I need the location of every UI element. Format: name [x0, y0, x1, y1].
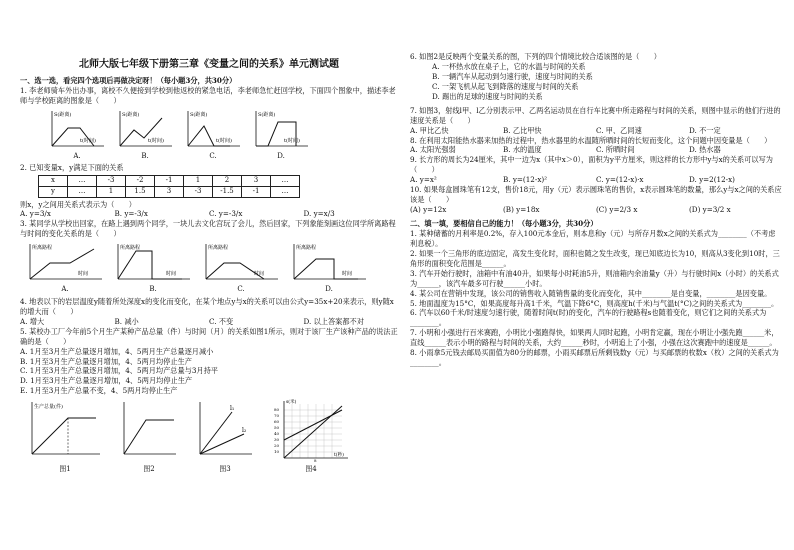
question-10: 10. 如果每盒圆珠笔有12支，售价18元，用y（元）表示圆珠笔的售价，x表示圆珠笔的数量，那么y与x之间的关系应该是（ ） [410, 185, 782, 205]
figure-3-caption: 图3 [219, 465, 231, 474]
question-6: 6. 如图2是反映两个变量关系的图，下列的四个情境比较合适该图的是（ ） [410, 52, 661, 61]
q1-option-b: B. [141, 151, 149, 160]
q10-option-d: (D) y=3/2 x [689, 205, 731, 215]
q1-option-c: C. [209, 151, 217, 160]
fig4-xtick-8: 8 [314, 458, 317, 463]
q1-d-xlabel: t(时间) [284, 137, 300, 144]
fig4-ytick-20: 20 [274, 443, 280, 449]
figure-1 [26, 398, 104, 475]
section-one-heading: 一、选一选，看完四个选项后再做决定呀！（每小题3分，共30分） [20, 75, 237, 85]
q2-row-x: x … -3 -2 -1 1 2 3 … [39, 176, 300, 187]
q4-option-a: A. 增大 [20, 316, 45, 326]
q4-options [20, 317, 398, 327]
q1-graphs [46, 108, 398, 162]
q2-option-b: B. y=-3/x [114, 209, 148, 219]
fill-question-2: 2. 如果一个三角形的底边固定，高发生变化时，面积也随之发生改变，现已知底边长为10，则高从3变化到10时，三角形的面积变化范围是______。 [410, 248, 780, 268]
left-column [20, 0, 398, 475]
fill-question-7: 7. 小明和小强进行百米赛跑，小明比小强跑得快，如果两人同时起跑，小明肯定赢，现在小明让小强先跑______米，直线______表示小明的路程与时间的关系，大约______秒时，小明追上了小强，小强在这次赛跑中的速度是______。 [410, 328, 779, 348]
figure-1-caption: 图1 [59, 465, 71, 474]
q1-d-ylabel: S(距离) [258, 111, 276, 118]
question-5: 5. 某校办工厂今年前5个月生产某种产品总量（件）与时间（月）的关系如图1所示，则对于该厂生产该种产品的说法正确的是（ ） [20, 326, 398, 346]
q3-option-d: D. [325, 285, 333, 294]
q3-d-xlabel: 时间 [342, 271, 353, 278]
page-title: 北师大版七年级下册第三章《变量之间的关系》单元测试题 [79, 59, 339, 70]
figure-4 [270, 398, 352, 475]
q6-option-a: A. 一杯热水放在桌子上，它的水温与时间的关系 [432, 61, 586, 71]
fig4-ytick-80: 80 [274, 407, 280, 413]
figure-2-caption: 图2 [143, 465, 155, 474]
q2-options [20, 209, 398, 219]
q3-graph-b [112, 241, 194, 295]
q10-options [410, 205, 782, 215]
fig4-ytick-40: 40 [274, 431, 280, 437]
fig4-ytick-30: 30 [274, 437, 280, 443]
q2-option-c: C. y=-3/x [209, 209, 243, 219]
q1-option-a: A. [73, 151, 81, 160]
q8-option-b: B. 水的温度 [503, 145, 542, 155]
section-two-heading: 二、填一填，要相信自己的能力！（每小题3分，共30分） [410, 219, 598, 228]
q7-option-c: C. 甲、乙同速 [596, 125, 642, 135]
q3-graph-a [24, 241, 106, 295]
q6-option-c: C. 一架飞机从起飞到降落的速度与时间的关系 [432, 81, 579, 91]
q7-option-d: D. 不一定 [689, 125, 721, 135]
q2-option-a: A. y=3/x [20, 209, 51, 219]
q3-option-a: A. [61, 285, 69, 294]
q1-graph-d [250, 108, 312, 162]
q4-option-b: B. 减小 [114, 316, 139, 326]
q10-option-c: (C) y=2/3 x [596, 205, 638, 215]
fig4-ytick-70: 70 [274, 413, 280, 419]
question-8: 8. 在利用太阳能热水器来加热的过程中，热水器里的水温随所晒时间的长短而变化，这个问题中因变量是（ ） [410, 135, 772, 145]
fig4-ytick-10: 10 [274, 449, 280, 455]
q7-option-b: B. 乙比甲快 [503, 125, 542, 135]
question-2: 2. 已知变量x，y满足下面的关系 [20, 163, 124, 173]
q3-a-ylabel: 所离路程 [32, 245, 53, 252]
fill-question-4: 4. 某公司在营销中发现，该公司的销售收入随销售量的变化而变化，其中________是自变量，________是因变量。 [410, 288, 772, 298]
q5-option-c: C. 1月至3月生产总量逐月增加，4、5两月均产总量与3月持平 [20, 366, 218, 376]
q3-c-xlabel: 时间 [254, 271, 265, 278]
fill-question-3: 3. 汽车开始行驶时，油箱中有油40升，如果每小时耗油5升，则油箱内余油量y（升）与行驶时间x（小时）的关系式为______，该汽车最多可行驶______小时。 [410, 268, 779, 288]
q1-c-ylabel: S(距离) [190, 111, 208, 118]
question-2-prompt: 则x，y之间用关系式表示为（ ） [20, 199, 136, 209]
q1-b-ylabel: S(距离) [122, 111, 140, 118]
q8-options [410, 145, 782, 155]
question-7: 7. 如图3，射线l甲、l乙分别表示甲、乙两名运动员在自行车比赛中所走路程与时间的关系，则图中显示的他们行进的速度关系是（ ） [410, 105, 781, 125]
q3-option-b: B. [149, 285, 157, 294]
fill-question-8: 8. 小雨拿5元钱去邮局买面值为80分的邮票，小雨买邮票后所剩钱数y（元）与买邮票的枚数x（枚）之间的关系式为________。 [410, 348, 779, 368]
fill-question-1: 1. 某种储蓄的月利率是0.2%，存入100元本金后，则本息和y（元）与所存月数x之间的关系式为________（不考虑利息税）。 [410, 228, 776, 248]
q5-option-d: D. 1月至3月生产总量逐月增加，4、5两月均停止生产 [20, 376, 193, 386]
q9-option-b: B. y=(12-x)² [503, 175, 548, 185]
q10-option-a: (A) y=12x [410, 205, 447, 215]
q7-options [410, 126, 782, 136]
q6-option-b: B. 一辆汽车从起动到匀速行驶，速度与时间的关系 [432, 71, 593, 81]
figure-3 [194, 398, 256, 475]
fill-question-6: 6. 汽车以60千米/时速度匀速行驶，随着时间t(时)的变化，汽车的行驶路程s也随着变化，则它们之间的关系式为________。 [410, 308, 767, 328]
figure-4-caption: 图4 [305, 465, 317, 474]
fig3-label-l1: l₁ [230, 405, 235, 413]
q8-option-d: D. 热水器 [689, 145, 721, 155]
fig4-xlabel: t(秒) [334, 453, 344, 459]
q1-option-d: D. [277, 151, 285, 160]
q3-graph-d [288, 241, 370, 295]
fig4-ytick-50: 50 [274, 425, 280, 431]
fig1-ylabel: 生产总量(件) [34, 404, 63, 411]
figure-row [26, 398, 398, 475]
q4-option-c: C. 不变 [209, 316, 234, 326]
figure-2 [118, 398, 180, 475]
q9-option-c: C. y=(12-x)·x [596, 175, 644, 185]
q1-c-xlabel: t(时间) [216, 137, 232, 144]
q9-options [410, 175, 782, 185]
q1-a-xlabel: t(时间) [80, 137, 96, 144]
q1-graph-a [46, 108, 108, 162]
q1-b-xlabel: t(时间) [148, 137, 164, 144]
q3-b-xlabel: 时间 [166, 271, 177, 278]
q2-table [38, 175, 300, 197]
q7-option-a: A. 甲比乙快 [410, 125, 449, 135]
q2-row-y: y … 1 1.5 3 -3 -1.5 -1 … [39, 186, 300, 197]
q1-a-ylabel: S(距离) [54, 111, 72, 118]
q5-option-a: A. 1月至3月生产总量逐月增加，4、5两月生产总量逐月减小 [20, 346, 214, 356]
q3-graphs [24, 241, 398, 295]
q3-c-ylabel: 所离路程 [208, 245, 229, 252]
question-9: 9. 长方形的周长为24厘米，其中一边为x（其中x＞0），面积为y平方厘米，则这样的长方形中y与x的关系可以写为（ ） [410, 155, 773, 175]
q5-option-b: B. 1月至3月生产总量逐月增加，4、5两月均停止生产 [20, 356, 192, 366]
fig3-label-l2: l₂ [242, 427, 247, 435]
q5-option-e: E. 1月至3月生产总量不变，4、5两月均停止生产 [20, 386, 178, 396]
q2-option-d: D. y=x/3 [303, 209, 335, 219]
q4-option-d: D. 以上答案都不对 [303, 316, 364, 326]
q8-option-c: C. 所晒时间 [596, 145, 635, 155]
q3-graph-c [200, 241, 282, 295]
q1-graph-c [182, 108, 244, 162]
q6-option-d: D. 踢出的足球的速度与时间的关系 [432, 91, 543, 101]
fig4-ylabel: s(米) [286, 400, 297, 406]
q3-d-ylabel: 所离路程 [296, 245, 317, 252]
q1-graph-b [114, 108, 176, 162]
q3-a-xlabel: 时间 [78, 271, 89, 278]
question-1: 1. 李老师骑车外出办事，离校不久便接到学校到他返校的紧急电话，李老师急忙赶回学校，下面四个图象中，描述李老师与学校距离的图象是（ ） [20, 85, 396, 105]
question-3: 3. 某同学从学校出回家，在路上遇到两个同学，一块儿去文化宫玩了会儿，然后回家，下列象能刻画这位同学所离路程与时间的变化关系的是（ ） [20, 219, 396, 239]
q8-option-a: A. 太阳光强弱 [410, 145, 456, 155]
q9-option-a: A. y=x² [410, 175, 437, 185]
fill-question-5: 5. 地面温度为15°C，如果高度每升高1千米，气温下降6°C，则高度h(千米)与气温t(°C)之间的关系式为________。 [410, 298, 779, 308]
q9-option-d: D. y=2(12-x) [689, 175, 735, 185]
fig4-ytick-60: 60 [274, 419, 280, 425]
q10-option-b: (B) y=18x [503, 205, 540, 215]
right-column [410, 52, 782, 368]
question-4: 4. 地表以下的岩层温度y随着所处深度x的变化而变化，在某个地点y与x的关系可以由公式y=35x+20来表示，则y随x的增大而（ ） [20, 296, 394, 316]
q3-b-ylabel: 所离路程 [120, 245, 141, 252]
q3-option-c: C. [237, 285, 245, 294]
